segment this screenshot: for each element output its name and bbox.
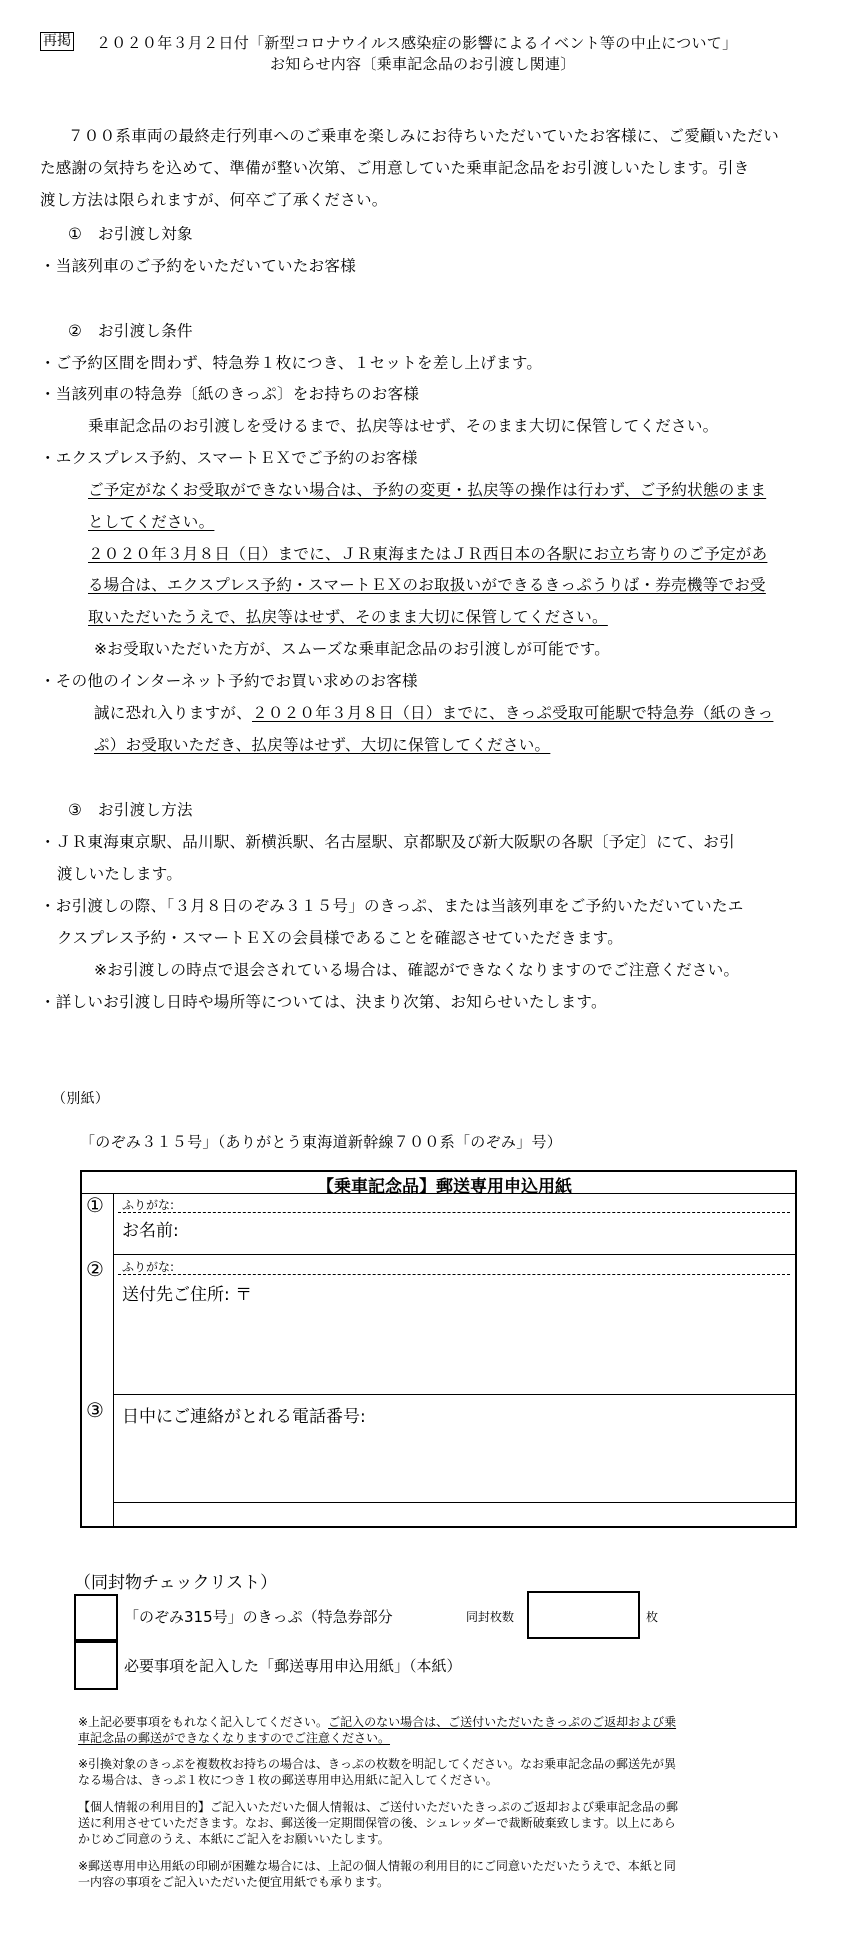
list-item-detail: 取いただいたうえで、払戻等はせず、そのまま大切に保管してください。 (88, 608, 608, 626)
ticket-checkbox[interactable] (74, 1594, 118, 1641)
note-warning-text: ご記入のない場合は、ご送付いただいたきっぷのご返却および乗 (328, 1715, 677, 1729)
furigana-label: ふりがな: (122, 1260, 175, 1274)
list-item-detail (94, 701, 773, 723)
name-label: お名前: (122, 1221, 179, 1241)
section-heading: ③ お引渡し方法 (68, 801, 193, 819)
attachment-label: （別紙） (52, 1091, 110, 1107)
note-line: ※郵送専用申込用紙の印刷が困難な場合には、上記の個人情報の利用目的にご同意いただいたうえで、本紙と同 (78, 1859, 676, 1873)
section-heading: ① お引渡し対象 (68, 225, 193, 243)
list-item: ・当該列車の特急券〔紙のきっぷ〕をお持ちのお客様 (40, 385, 420, 403)
furigana-address-line[interactable] (118, 1274, 790, 1275)
checklist-heading: （同封物チェックリスト） (74, 1573, 278, 1593)
list-item-detail: 渡しいたします。 (57, 865, 183, 883)
note-line: 送に利用させていただきます。なお、郵送後一定期間保管の後、シュレッダーで裁断破棄致します。以上にあら (78, 1816, 676, 1830)
form-number-column (113, 1193, 114, 1526)
row-number: ① (86, 1193, 104, 1217)
note-line (78, 1713, 676, 1730)
form-checkbox[interactable] (74, 1641, 118, 1690)
list-item: ・詳しいお引渡し日時や場所等については、決まり次第、お知らせいたします。 (40, 993, 607, 1011)
count-unit: 枚 (646, 1610, 659, 1624)
note-line: 【個人情報の利用目的】ご記入いただいた個人情報は、ご送付いただいたきっぷのご返却および乗車記念品の郵 (78, 1800, 679, 1814)
form-title-divider (82, 1193, 795, 1194)
attachment-title: 「のぞみ３１５号」（ありがとう東海道新幹線７００系「のぞみ」号） (80, 1133, 563, 1151)
checklist-item-form: 必要事項を記入した「郵送専用申込用紙」（本紙） (124, 1657, 462, 1675)
section-heading: ② お引渡し条件 (68, 322, 193, 340)
note-line: かじめご同意のうえ、本紙にご記入をお願いいたします。 (78, 1832, 390, 1846)
application-form (80, 1170, 797, 1528)
list-item: ・エクスプレス予約、スマートＥＸでご予約のお客様 (40, 449, 418, 467)
note-line: なる場合は、きっぷ１枚につき１枚の郵送専用申込用紙に記入してください。 (78, 1773, 498, 1787)
list-item-note: ※お受取いただいた方が、スムーズな乗車記念品のお引渡しが可能です。 (94, 640, 611, 658)
phone-label: 日中にご連絡がとれる電話番号: (122, 1407, 366, 1427)
apology-text: 誠に恐れ入りますが、 (94, 704, 253, 722)
address-label: 送付先ご住所: 〒 (122, 1285, 253, 1305)
intro-line: 渡し方法は限られますが、何卒ご了承ください。 (40, 191, 388, 209)
list-item-note: ※お引渡しの時点で退会されている場合は、確認ができなくなりますのでご注意ください。 (94, 961, 740, 979)
row-divider (113, 1254, 795, 1255)
list-item: ・お引渡しの際、「３月８日のぞみ３１５号」のきっぷ、または当該列車をご予約いただいていたエ (40, 897, 744, 915)
intro-line: た感謝の気持ちを込めて、準備が整い次第、ご用意していた乗車記念品をお引渡しいたします。引き (40, 159, 750, 177)
furigana-label: ふりがな: (122, 1198, 175, 1212)
furigana-name-line[interactable] (118, 1212, 790, 1213)
list-item: ・ご予約区間を問わず、特急券１枚につき、１セットを差し上げます。 (40, 354, 543, 372)
row-divider (113, 1502, 795, 1503)
row-number: ③ (86, 1398, 104, 1422)
list-item: ・ＪＲ東海東京駅、品川駅、新横浜駅、名古屋駅、京都駅及び新大阪駅の各駅〔予定〕にて、お引 (40, 833, 735, 851)
list-item-detail: クスプレス予約・スマートＥＸの会員様であることを確認させていただきます。 (57, 929, 624, 947)
intro-line: ７００系車両の最終走行列車へのご乗車を楽しみにお待ちいただいていたお客様に、ご愛顧いただい (68, 127, 780, 145)
list-item-detail: ぷ）お受取いただき、払戻等はせず、大切に保管してください。 (94, 736, 551, 754)
note-line: 一内容の事項をご記入いただいた便宜用紙でも承ります。 (78, 1875, 390, 1889)
list-item-detail: ２０２０年３月８日（日）までに、ＪＲ東海またはＪＲ西日本の各駅にお立ち寄りのご予定があ (88, 545, 768, 563)
notice-title: ２０２０年３月２日付「新型コロナウイルス感染症の影響によるイベント等の中止について」 (96, 34, 738, 52)
repost-badge: 再掲 (40, 32, 74, 51)
list-item: ・その他のインターネット予約でお買い求めのお客様 (40, 672, 418, 690)
note-line: ※引換対象のきっぷを複数枚お持ちの場合は、きっぷの枚数を明記してください。なお乗車記念品の郵送先が異 (78, 1757, 677, 1771)
form-title: 【乗車記念品】郵送専用申込用紙 (317, 1177, 572, 1197)
list-item-detail: としてください。 (88, 513, 215, 531)
checklist-item-ticket: 「のぞみ315号」のきっぷ（特急券部分 (124, 1608, 393, 1626)
deadline-text: ２０２０年３月８日（日）までに、きっぷ受取可能駅で特急券（紙のきっ (252, 704, 774, 722)
list-item: ・当該列車のご予約をいただいていたお客様 (40, 257, 357, 275)
notice-subtitle: お知らせ内容〔乗車記念品のお引渡し関連〕 (270, 55, 576, 73)
note-required-text: ※上記必要事項をもれなく記入してください。 (78, 1715, 329, 1729)
count-label: 同封枚数 (466, 1610, 515, 1624)
list-item-detail: ご予定がなくお受取ができない場合は、予約の変更・払戻等の操作は行わず、ご予約状態のまま (88, 481, 767, 499)
row-divider (113, 1394, 795, 1395)
list-item-detail: る場合は、エクスプレス予約・スマートＥＸのお取扱いができるきっぷうりば・券売機等でお受 (88, 576, 766, 594)
ticket-count-field[interactable] (527, 1591, 640, 1639)
row-number: ② (86, 1257, 104, 1281)
list-item-detail: 乗車記念品のお引渡しを受けるまで、払戻等はせず、そのまま大切に保管してください。 (88, 417, 719, 435)
note-line: 車記念品の郵送ができなくなりますのでご注意ください。 (78, 1731, 391, 1745)
